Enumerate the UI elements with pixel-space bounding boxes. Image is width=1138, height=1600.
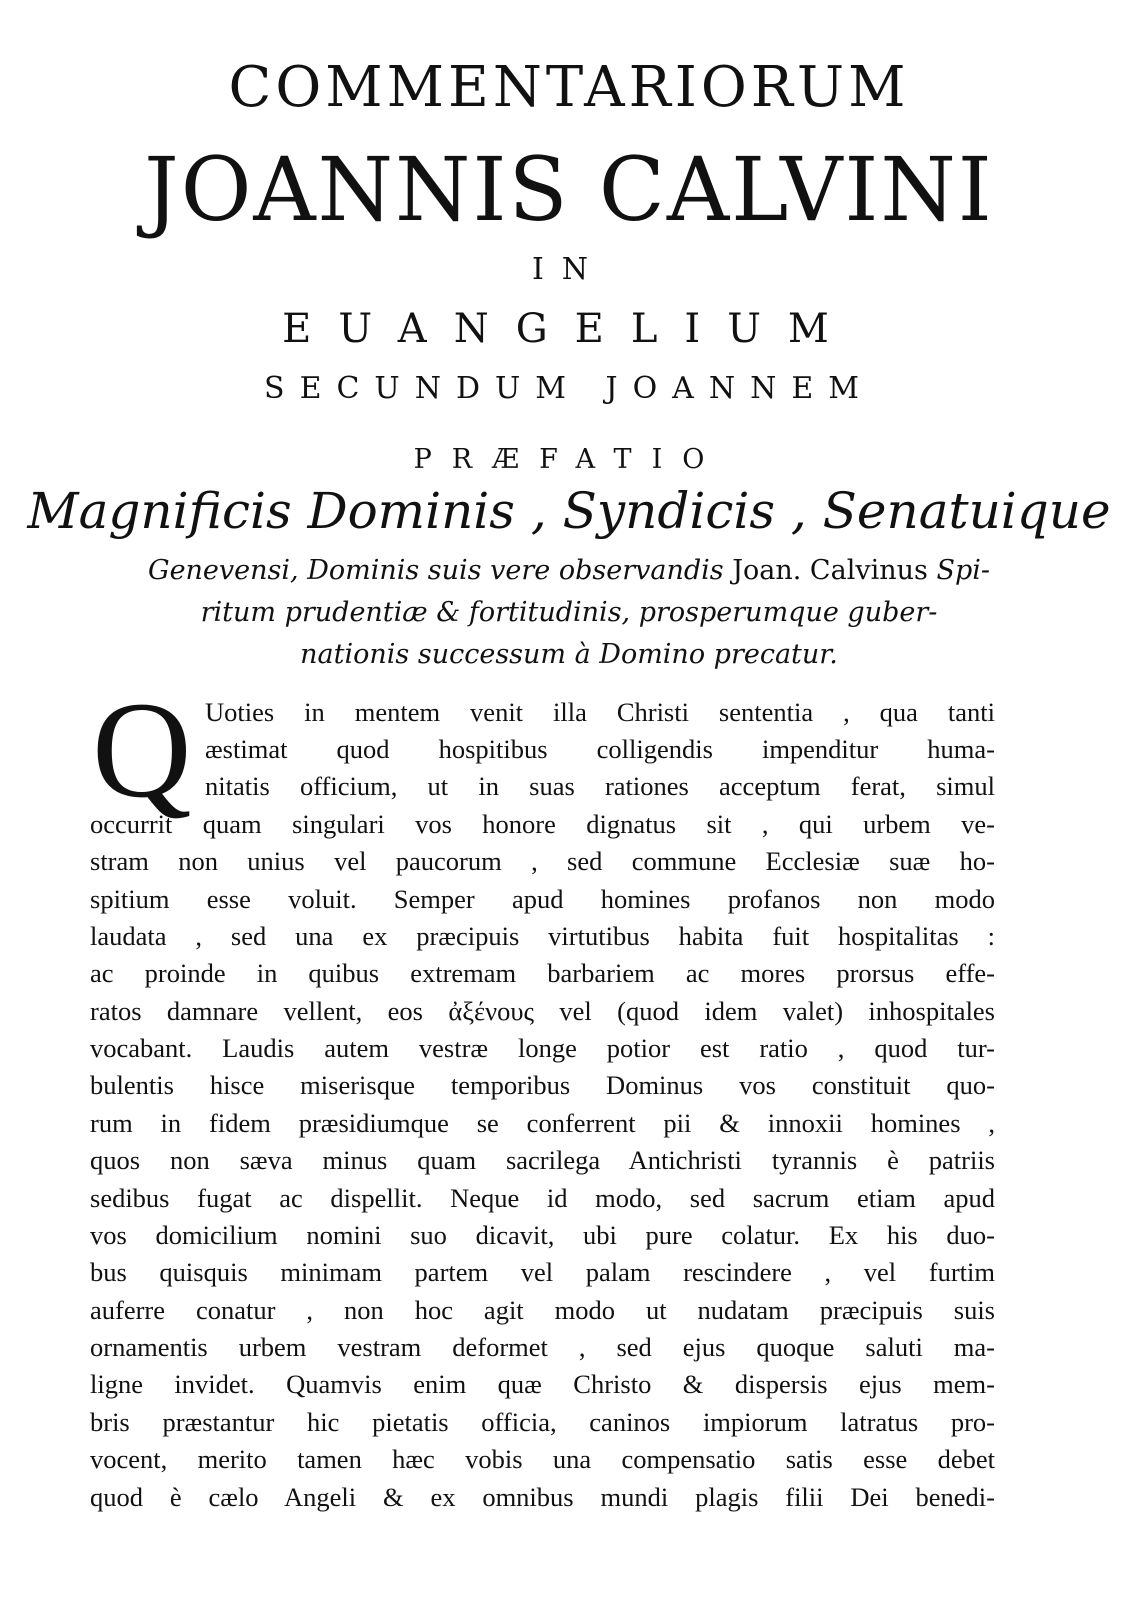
section-heading-praefatio: PRÆFATIO <box>413 444 725 475</box>
body-line: vos domicilium nomini suo dicavit, ubi pure colatur. Ex his duo- <box>90 1220 995 1250</box>
body-line: auferre conatur , non hoc agit modo ut nudatam præcipuis suis <box>90 1295 995 1325</box>
body-line: ac proinde in quibus extremam barbariem ac mores prorsus effe- <box>90 958 995 988</box>
body-line: stram non unius vel paucorum , sed commune Ecclesiæ suæ ho- <box>90 846 995 876</box>
title-line-secundum: SECUNDUM JOANNEM <box>264 371 874 406</box>
body-line: Uoties in mentem venit illa Christi sententia , qua tanti <box>205 697 995 727</box>
body-line: ligne invidet. Quamvis enim quæ Christo & dispersis ejus mem- <box>90 1369 995 1399</box>
body-line: nitatis officium, ut in suas rationes acceptum ferat, simul <box>205 771 995 801</box>
drop-cap-letter: Q <box>92 673 192 826</box>
dedication-line-2-end: Spi- <box>936 555 990 586</box>
title-line-author: JOANNIS CALVINI <box>144 138 994 241</box>
dedication-author: Joan. Calvinus <box>732 555 928 586</box>
body-line: spitium esse voluit. Semper apud homines profanos non modo <box>90 884 995 914</box>
body-line: ornamentis urbem vestram deformet , sed ejus quoque saluti ma- <box>90 1332 995 1362</box>
body-line: laudata , sed una ex præcipuis virtutibus habita fuit hospitalitas : <box>90 921 995 951</box>
dedication-line-2-italic: Genevensi, Dominis suis vere observandis <box>148 555 724 586</box>
body-line: quod è cælo Angeli & ex omnibus mundi plagis filii Dei benedi- <box>90 1482 995 1512</box>
body-line: æstimat quod hospitibus colligendis impenditur huma- <box>205 734 995 764</box>
dedication-line-1: Magnificis Dominis , Syndicis , Senatuique <box>27 482 1111 540</box>
dedication-line-4: nationis successum à Domino precatur. <box>300 639 838 670</box>
dedication-line-3: ritum prudentiæ & fortitudinis, prosperumque guber- <box>200 597 938 628</box>
body-line: quos non sæva minus quam sacrilega Antichristi tyrannis è patriis <box>90 1145 995 1175</box>
title-line-in: IN <box>531 252 607 287</box>
body-line: ratos damnare vellent, eos ἀξένους vel (quod idem valet) inhospitales <box>90 996 995 1026</box>
body-line: occurrit quam singulari vos honore dignatus sit , qui urbem ve- <box>90 809 995 839</box>
body-line: vocent, merito tamen hæc vobis una compensatio satis esse debet <box>90 1444 995 1474</box>
body-line: bris præstantur hic pietatis officia, caninos impiorum latratus pro- <box>90 1407 995 1437</box>
body-line: bus quisquis minimam partem vel palam rescindere , vel furtim <box>90 1257 995 1287</box>
body-line: bulentis hisce miserisque temporibus Dominus vos constituit quo- <box>90 1070 995 1100</box>
body-line: rum in fidem præsidiumque se conferrent pii & innoxii homines , <box>90 1108 995 1138</box>
body-line: vocabant. Laudis autem vestræ longe potior est ratio , quod tur- <box>90 1033 995 1063</box>
body-line: sedibus fugat ac dispellit. Neque id modo, sed sacrum etiam apud <box>90 1183 995 1213</box>
title-line-euangelium: EUANGELIUM <box>282 306 856 352</box>
dedication-line-2 <box>0 552 1138 590</box>
title-line-commentariorum: COMMENTARIORUM <box>228 55 910 120</box>
